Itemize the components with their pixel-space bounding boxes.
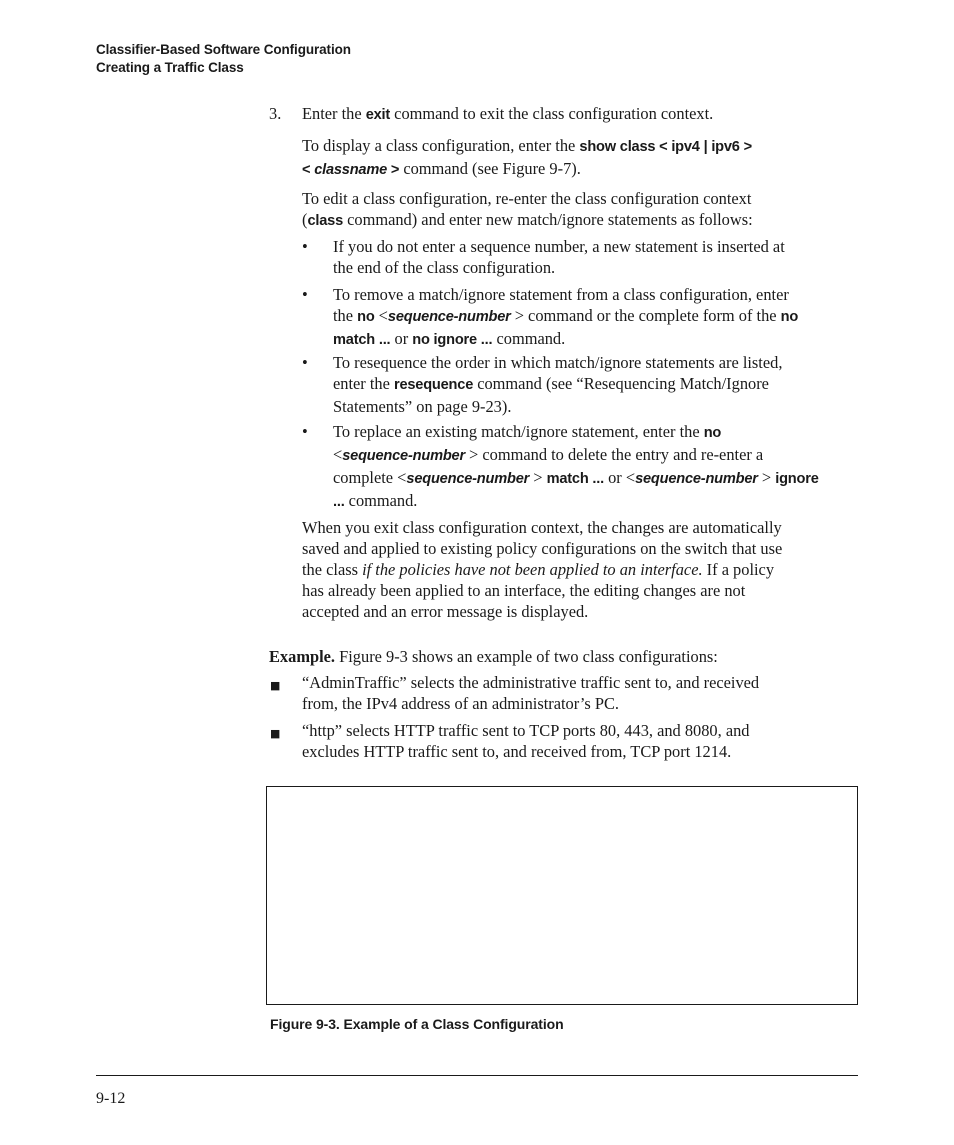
no-command: no: [703, 425, 722, 441]
b4-lt: <: [333, 445, 343, 464]
example-text: Figure 9-3 shows an example of two class configurations:: [335, 647, 718, 666]
bullet-2-line-1: To remove a match/ignore statement from a class configuration, enter: [333, 285, 789, 304]
bullet-4-line-4: [333, 490, 819, 513]
exit-line-4: has already been applied to an interface, the editing changes are not: [302, 581, 746, 600]
example-item-2-line-2: excludes HTTP traffic sent to, and received from, TCP port 1214.: [302, 742, 732, 761]
edit-line-1: To edit a class configuration, re-enter the class configuration context: [302, 189, 752, 208]
bullet-1-line-1: If you do not enter a sequence number, a new statement is inserted at: [333, 237, 785, 256]
example-item-1-line-1: “AdminTraffic” selects the administrative traffic sent to, and received: [302, 673, 760, 692]
header-chapter: Classifier-Based Software Configuration: [96, 42, 351, 57]
display-text-post: command (see Figure 9-7).: [399, 159, 581, 178]
b4-line2: > command to delete the entry and re-enter a: [464, 445, 764, 464]
b4-complete: complete <: [333, 468, 407, 487]
square-bullet-icon: ■: [270, 679, 281, 692]
bullet-2-line-2: [333, 305, 798, 328]
figure-caption: Figure 9-3. Example of a Class Configuration: [270, 1016, 564, 1032]
b4-gt: >: [529, 468, 547, 487]
step-text-pre: Enter the: [302, 104, 366, 123]
step-number: 3.: [269, 104, 282, 123]
example-heading: [269, 646, 718, 667]
exit-line-3: [302, 559, 862, 580]
bullet-2-line-3: [333, 328, 798, 351]
b2-end: command.: [492, 329, 566, 348]
b4-or: or <: [603, 468, 636, 487]
b4-gt2: >: [757, 468, 776, 487]
exit-line-5: accepted and an error message is displayed.: [302, 602, 589, 621]
classname-close: >: [387, 162, 400, 178]
exit-command: exit: [365, 107, 391, 123]
exit-line-3-post: If a policy: [702, 560, 775, 579]
b2-lt: <: [374, 306, 388, 325]
footer-rule: [96, 1075, 858, 1076]
bullet-4-line-3: [333, 467, 819, 490]
exit-line-3-pre: the class: [302, 560, 363, 579]
page-number: 9-12: [96, 1090, 126, 1107]
b4-end: command.: [344, 491, 418, 510]
no-command: no: [357, 309, 375, 325]
class-command: class: [307, 213, 343, 229]
ignore-command: ignore: [775, 471, 819, 487]
match-command: match ...: [546, 471, 604, 487]
bullet-1-line-2: the end of the class configuration.: [333, 258, 556, 277]
edit-line-2: command) and enter new match/ignore statements as follows:: [343, 210, 753, 229]
step-text: [302, 103, 713, 126]
edit-paren: (: [302, 210, 308, 229]
example-item-2-line-1: “http” selects HTTP traffic sent to TCP ports 80, 443, and 8080, and: [302, 721, 750, 740]
figure-frame: [266, 786, 858, 1005]
example-item-1-line-2: from, the IPv4 address of an administrator’s PC.: [302, 694, 619, 713]
exit-paragraph: [302, 517, 862, 622]
display-paragraph: [302, 135, 862, 181]
bullet-3-line-3: Statements” on page 9-23).: [333, 397, 512, 416]
exit-line-2: saved and applied to existing policy configurations on the switch that use: [302, 539, 783, 558]
sequence-number-param: sequence-number: [342, 448, 465, 464]
no-command: no: [780, 309, 799, 325]
bullet-3-line-1: To resequence the order in which match/ignore statements are listed,: [333, 353, 783, 372]
b2-or: or: [390, 329, 413, 348]
bullet-symbol: •: [302, 353, 308, 372]
sequence-number-param: sequence-number: [387, 309, 511, 325]
bullet-4-line-1: [333, 421, 819, 444]
square-bullet-icon: ■: [270, 727, 281, 740]
exit-line-3-italic: if the policies have not been applied to an interface.: [362, 560, 703, 579]
classname-open: <: [302, 162, 315, 178]
classname-param: classname: [314, 162, 388, 178]
b3-post: command (see “Resequencing Match/Ignore: [473, 374, 769, 393]
sequence-number-param: sequence-number: [406, 471, 530, 487]
step-text-post: command to exit the class configuration context.: [390, 104, 714, 123]
exit-line-1: When you exit class configuration context, the changes are automatically: [302, 518, 782, 537]
bullet-symbol: •: [302, 237, 308, 256]
bullet-4-line-2: [333, 444, 819, 467]
running-header: [96, 41, 351, 76]
match-command: match ...: [333, 332, 391, 348]
ignore-ellipsis: ...: [333, 494, 345, 510]
sequence-number-param: sequence-number: [635, 471, 758, 487]
example-label: Example.: [269, 647, 336, 666]
b3-enter: enter the: [333, 374, 394, 393]
display-text: To display a class configuration, enter the: [302, 136, 580, 155]
b2-the: the: [333, 306, 358, 325]
no-ignore-command: no ignore ...: [412, 332, 493, 348]
b4-pre: To replace an existing match/ignore statement, enter the: [333, 422, 704, 441]
show-class-command: show class < ipv4 | ipv6 >: [579, 139, 752, 155]
resequence-command: resequence: [393, 377, 474, 393]
edit-paragraph: [302, 188, 862, 232]
bullet-3-line-2: [333, 373, 782, 396]
b2-text: > command or the complete form of the: [510, 306, 781, 325]
bullet-symbol: •: [302, 285, 308, 304]
bullet-symbol: •: [302, 422, 308, 441]
header-section: Creating a Traffic Class: [96, 59, 244, 75]
